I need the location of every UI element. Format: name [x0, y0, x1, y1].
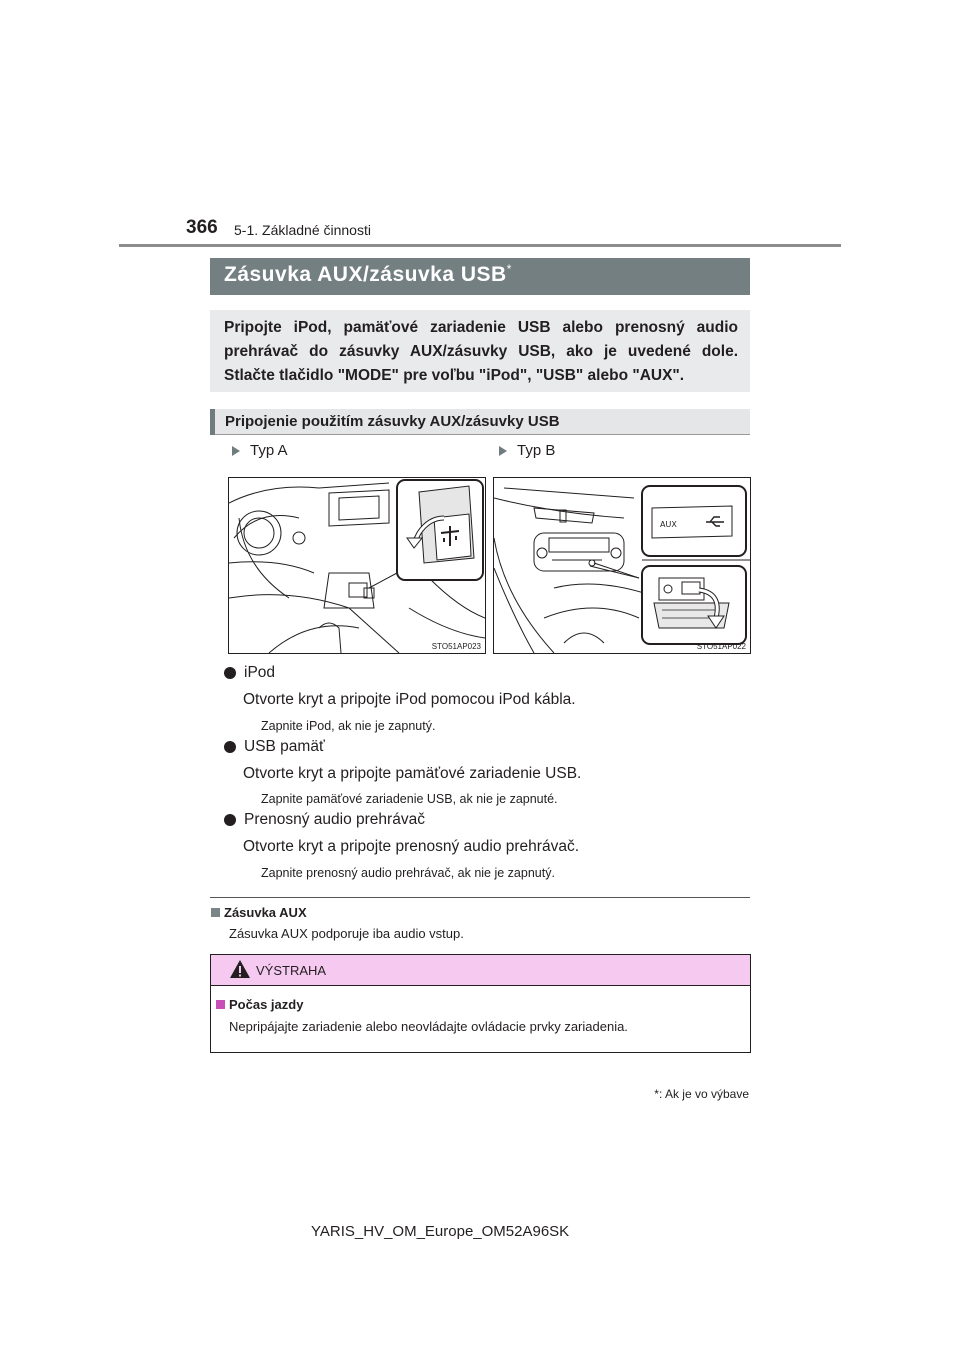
document-id: YARIS_HV_OM_Europe_OM52A96SK: [311, 1223, 570, 1240]
bullet-usb-label: USB pamäť: [244, 738, 325, 755]
page-number: 366: [186, 217, 218, 238]
warning-subtitle: [216, 997, 303, 1012]
title-asterisk: *: [506, 262, 512, 276]
warning-label: VÝSTRAHA: [256, 963, 327, 978]
figure-type-a: [228, 477, 486, 654]
warning-triangle-icon: [229, 959, 251, 979]
warning-box: [210, 954, 751, 1053]
section-label: 5-1. Základné činnosti: [234, 222, 371, 238]
figure-code-a: STO51AP023: [431, 642, 481, 651]
bullet-dot-icon: [224, 814, 236, 826]
figure-type-b: [493, 477, 751, 654]
bullet-ipod-label: iPod: [244, 664, 276, 681]
intro-box: [210, 310, 750, 392]
triangle-bullet-icon: [499, 446, 507, 456]
intro-text: Pripojte iPod, pamäťové zariadenie USB alebo prenosný audio prehrávač do zásuvky AUX/zásuvky USB, ako je uvedené dole. Stlačte tlačidlo "MODE" pre voľbu "iPod", "USB" alebo "AUX".: [224, 319, 738, 384]
title-bar: [210, 258, 750, 295]
bullet-player-label: Prenosný audio prehrávač: [244, 811, 425, 828]
section-divider: [210, 897, 750, 898]
page-title: [224, 262, 512, 287]
dashboard-illustration-a: [229, 478, 485, 653]
bullet-dot-icon: [224, 667, 236, 679]
type-b-label: [499, 442, 555, 459]
square-bullet-icon: [216, 1000, 225, 1009]
figure-code-b: STO51AP022: [696, 642, 746, 651]
bullet-ipod-title: [224, 664, 275, 682]
bullet-usb-title: [224, 738, 325, 756]
aux-section-title-text: Zásuvka AUX: [224, 905, 307, 920]
bullet-player-body: Otvorte kryt a pripojte prenosný audio prehrávač.: [243, 838, 580, 855]
bullet-ipod-body: Otvorte kryt a pripojte iPod pomocou iPod kábla.: [243, 691, 576, 708]
bullet-dot-icon: [224, 741, 236, 753]
bullet-usb-body: Otvorte kryt a pripojte pamäťové zariadenie USB.: [243, 765, 582, 782]
page-title-text: Zásuvka AUX/zásuvka USB: [224, 263, 507, 286]
warning-text: Nepripájajte zariadenie alebo neovládajte ovládacie prvky zariadenia.: [229, 1019, 628, 1034]
type-a-label: [232, 442, 288, 459]
header-rule: [119, 244, 841, 247]
type-a-text: Typ A: [250, 442, 288, 459]
type-b-text: Typ B: [517, 442, 556, 459]
aux-jack-label: AUX: [660, 520, 677, 529]
subheading: Pripojenie použitím zásuvky AUX/zásuvky USB: [225, 413, 560, 430]
dashboard-illustration-b: [494, 478, 750, 653]
bullet-player-note: Zapnite prenosný audio prehrávač, ak nie je zapnutý.: [261, 866, 555, 880]
aux-section-title: [211, 905, 307, 920]
bullet-player-title: [224, 811, 425, 829]
footnote: *: Ak je vo výbave: [654, 1087, 749, 1101]
aux-section-text: Zásuvka AUX podporuje iba audio vstup.: [229, 926, 464, 941]
bullet-usb-note: Zapnite pamäťové zariadenie USB, ak nie je zapnuté.: [261, 792, 558, 806]
bullet-ipod-note: Zapnite iPod, ak nie je zapnutý.: [261, 719, 436, 733]
warning-header: [211, 955, 750, 986]
subheading-bar: [210, 409, 750, 435]
square-bullet-icon: [211, 908, 220, 917]
warning-subtitle-text: Počas jazdy: [229, 997, 304, 1012]
triangle-bullet-icon: [232, 446, 240, 456]
